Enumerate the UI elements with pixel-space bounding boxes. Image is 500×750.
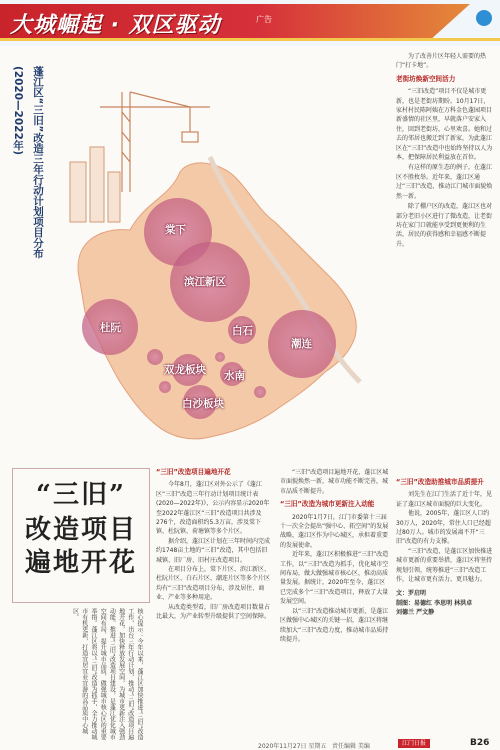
paragraph: 以“三旧”改造推动城市更新，是蓬江区做强中心城区的关键一招，蓬江区将继续加大“三旧”改造力度，推动城市品质持续提升。 [280, 607, 389, 643]
section-heading: “三旧”改造助推城市品质提升 [396, 478, 484, 486]
article-column-right [396, 52, 494, 250]
footer-editor: 责任编辑 美编 [332, 743, 370, 750]
page-footer [0, 738, 500, 750]
map-label-shuinan: 水南 [224, 370, 245, 382]
paragraph: “三旧”改造项目遍地开花，蓬江区城市面貌焕然一新，城市功能不断完善，城市品质不断提升。 [280, 469, 389, 495]
project-map [60, 52, 385, 462]
headline-line-2: 改造项目 [24, 515, 137, 545]
map-title: 蓬江区“三旧”改造三年行动计划项目分布(2020—2022年) [12, 66, 44, 259]
footer-date: 2020年11月27日 星期五 [258, 743, 327, 750]
map-label-binjiang: 滨江新区 [184, 276, 226, 288]
footer-paper-name: 江门日报 [398, 739, 430, 748]
article-column-1 [156, 468, 272, 736]
map-label-chaolian: 潮连 [291, 338, 312, 350]
section-heading: “三旧”改造为城市更新注入动能 [280, 500, 375, 509]
map-label-baisha: 白沙板块 [182, 398, 224, 410]
paragraph: 今年8月，蓬江区对外公示了《蓬江区“三旧”改造三年行动计划项目统计表(2020—2022年)》，公示内容显示2020年至2022年蓬江区“三旧”改造项目共涉及276个，改造面积约5.3万亩，涉及棠下镇、杜阮镇、荷塘镇等多个片区。 [156, 481, 270, 536]
article-column-2 [280, 468, 390, 736]
paragraph: 近年来，蓬江区积极推进“三旧”改造工作，以“三旧”改造为抓手，优化城市空间布局，做大做强城市核心区，推动高质量发展。据统计，2020年至今，蓬江区已完成多个“三旧”改造项目，释放了大量发展空间。 [280, 551, 389, 606]
paragraph: 他说，2005年，蓬江区人口约30万人，2020年，常住人口已经超过80万人。城市的发展离不开“三旧”改造的有力支撑。 [396, 510, 491, 546]
article-column-3 [396, 478, 494, 738]
paragraph: “三旧改造”项目不仅是城市更新，也是老街坊期盼。10月17日，家村村民陈阿姨在万科金色蓬园项目新盛情的社区里，早就落户安家入住，回到老街坊，心里欢喜。她和过去的邻居也搬迁到了新家，为此蓬江区在“三旧”改造中也始终坚持以人为本，把保障居民利益放在首位。 [396, 88, 493, 162]
summary-text: 核心提示：今年以来，蓬江区加快推进“三旧”改造工作，出台三年行动计划，推动“三旧”改造项目遍地开花，加快释放发展空间，为城市更新注入强劲动能。推进“三旧”改造项目建设，是蓬江优化城市空间布局、提升城市品质、做强城市核心区的重要举措。蓬江区将以“三旧”改造为抓手，全力推动城市有机更新，打造宜居宜业宜游的高品质中心城区。 [71, 608, 143, 741]
section-heading: “三旧”改造项目遍地开花 [156, 468, 231, 476]
paragraph: 刘先生在江门生活了近十年，见证了蓬江区城市面貌的巨大变化。 [396, 491, 493, 508]
byline: 文：罗启明 制图：易德红 李思明 林洪卓 刘德兰 严文静 [396, 590, 473, 617]
paragraph: 在项目分布上，棠下片区、滨江新区、杜阮片区、白石片区、潮连片区等多个片区均有“三旧”改造项目分布，涉及居住、商业、产业等多种用途。 [156, 566, 271, 602]
paragraph: 有这样的原生态的例子，在蓬江区不胜枚举。近年来，蓬江区通过“三旧”改造，推动江门城市面貌焕然一新。 [396, 164, 493, 200]
headline-line-1: “三旧” [36, 480, 126, 510]
section-heading: 老街坊焕新空间活力 [396, 74, 456, 83]
map-label-tangxia: 棠下 [165, 224, 186, 236]
headline-line-3: 遍地开花 [24, 548, 137, 578]
headline-box [12, 468, 150, 603]
paragraph: 为了改善片区年轻人需要的热门“打卡地”。 [396, 53, 487, 70]
paragraph: 除了棚户区的改造，蓬江区也对部分老旧小区进行了微改造，让老街坊在家门口就能享受到更便利的生活，居民的获得感和幸福感不断提升。 [396, 203, 493, 248]
logo-icon [476, 10, 492, 26]
map-label-duruan: 杜阮 [100, 322, 121, 334]
map-label-shuanglong: 双龙板块 [164, 364, 206, 376]
paragraph: 据介绍，蓬江区计划在三年时间内完成约1748亩土地的“三旧”改造，其中包括旧城镇、旧厂房、旧村庄改造项目。 [156, 537, 271, 564]
paragraph: 2020年1月7日，江门市委第十三届十一次全会提出“强中心、拓空间”的发展战略，蓬江区作为中心城区，承担着重要的发展使命。 [280, 513, 389, 549]
ad-label: 广告 [256, 15, 272, 24]
paragraph: “三旧”改造，是蓬江区加快推进城市更新的重要举措，蓬江区将坚持规划引领，统筹推进“三旧”改造工作，让城市更有活力、更具魅力。 [396, 547, 493, 584]
page-section-title: 大城崛起 · 双区驱动 [10, 13, 221, 38]
page-header [0, 0, 500, 46]
building-icon [70, 147, 120, 222]
paragraph: 从改造类型看，旧厂房改造项目数量占比最大，为产业转型升级提供了空间保障。 [156, 603, 271, 621]
map-label-baishi: 白石 [232, 325, 253, 337]
page-number: B26 [470, 738, 490, 748]
